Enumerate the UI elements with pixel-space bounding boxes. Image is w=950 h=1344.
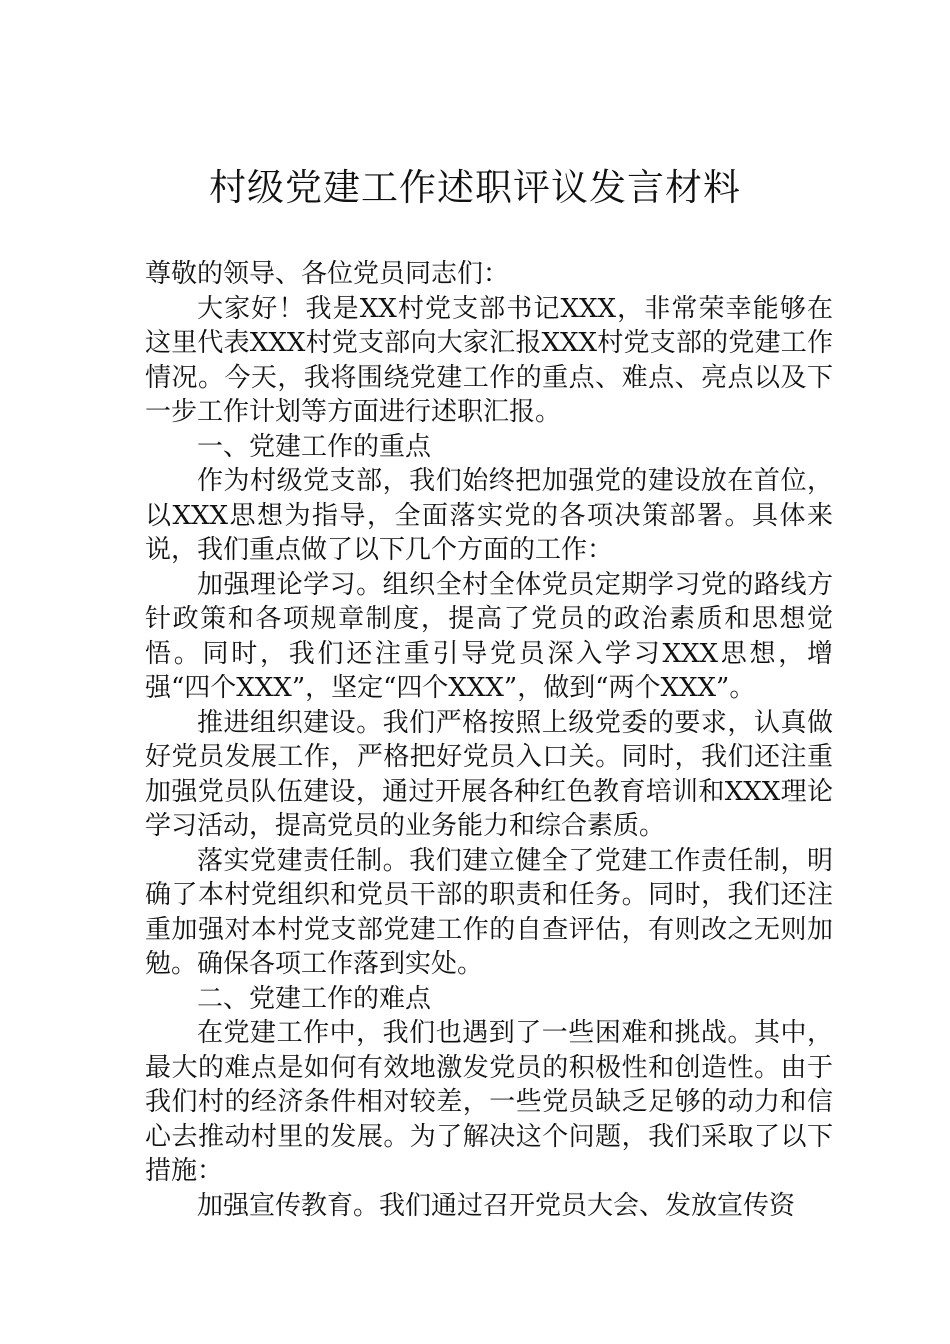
- salutation: 尊敬的领导、各位党员同志们：: [145, 259, 510, 289]
- section-heading-difficulties: 二、党建工作的难点: [197, 983, 432, 1014]
- paragraph-organization: 推进组织建设。我们严格按照上级党委的要求，认真做好党员发展工作，严格把好党员入口关。同时，我们还注重加强党员队伍建设，通过开展各种红色教育培训和XXX理论学习活动，提高党员的业务能力和综合素质。: [145, 707, 833, 841]
- paragraph-publicity: 加强宣传教育。我们通过召开党员大会、发放宣传资: [197, 1190, 796, 1221]
- paragraph-intro: 大家好！我是XX村党支部书记XXX，非常荣幸能够在这里代表XXX村党支部向大家汇报XXX村党支部的党建工作情况。今天，我将围绕党建工作的重点、难点、亮点以及下一步工作计划等方面进行述职汇报。: [145, 293, 833, 427]
- paragraph-theory-study: 加强理论学习。组织全村全体党员定期学习党的路线方针政策和各项规章制度，提高了党员的政治素质和思想觉悟。同时，我们还注重引导党员深入学习XXX思想，增强“四个XXX”，坚定“四个XXX”，做到“两个XXX”。: [145, 569, 833, 703]
- document-title: 村级党建工作述职评议发言材料: [209, 166, 741, 209]
- paragraph-responsibility: 落实党建责任制。我们建立健全了党建工作责任制，明确了本村党组织和党员干部的职责和任务。同时，我们还注重加强对本村党支部党建工作的自查评估，有则改之无则加勉。确保各项工作落到实处。: [145, 845, 833, 979]
- paragraph-difficulties: 在党建工作中，我们也遇到了一些困难和挑战。其中，最大的难点是如何有效地激发党员的积极性和创造性。由于我们村的经济条件相对较差，一些党员缺乏足够的动力和信心去推动村里的发展。为了解决这个问题，我们采取了以下措施：: [145, 1018, 833, 1186]
- document-body: [145, 257, 833, 1223]
- section-heading-key-points: 一、党建工作的重点: [197, 431, 432, 462]
- paragraph-key-points: 作为村级党支部，我们始终把加强党的建设放在首位，以XXX思想为指导，全面落实党的各项决策部署。具体来说，我们重点做了以下几个方面的工作：: [145, 466, 833, 565]
